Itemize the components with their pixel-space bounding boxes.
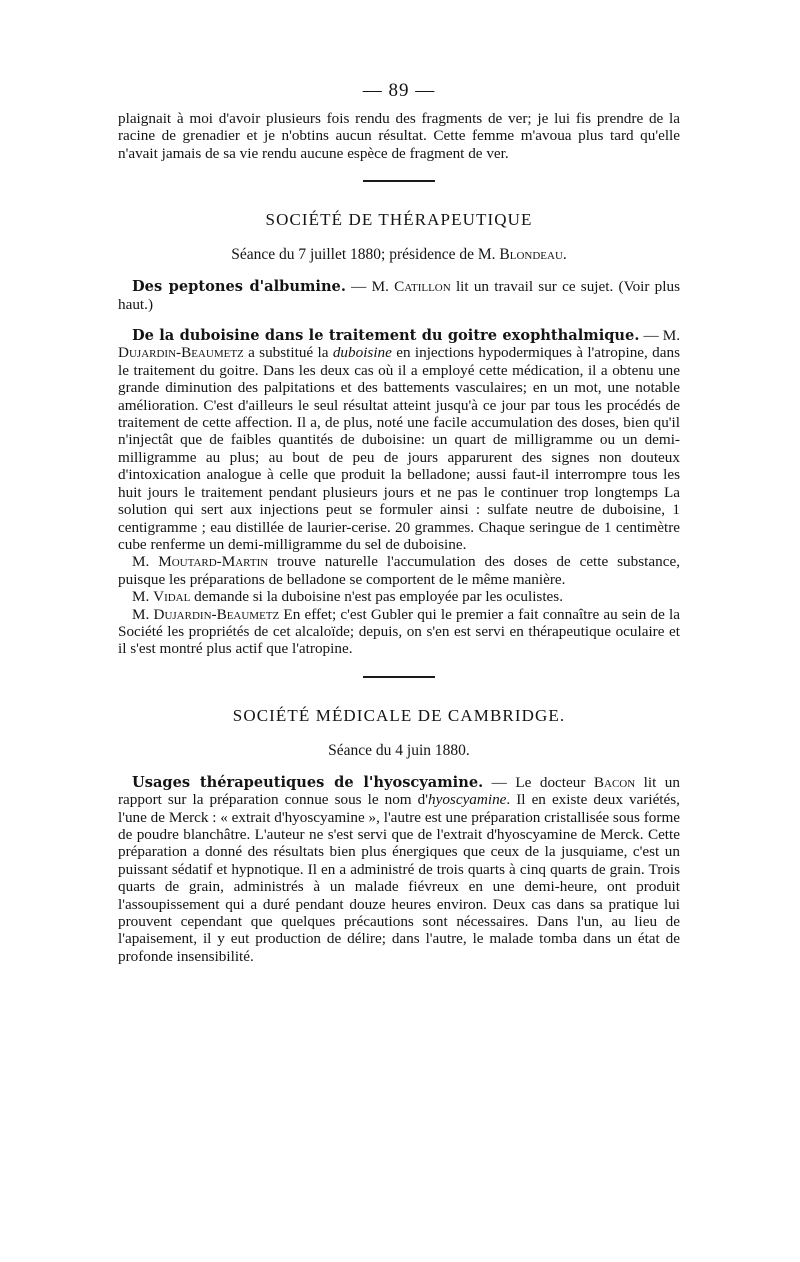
prefix-text: M. (132, 605, 154, 623)
intro-paragraph: plaignait à moi d'avoir plusieurs fois rendu des fragments de ver; je lui fis prendre de la racine de grenadier et je n'obtins aucun résultat. Cette femme m'avoua plus tard qu'elle n'avait jamais de sa vie rendu aucune espèce de fragment de ver. (118, 110, 680, 162)
dash-text: — M. (345, 278, 395, 296)
paragraph-text: lit un rapport sur la préparation connue sous le nom d' (118, 773, 680, 809)
paragraph-text: . Il en existe deux variétés, l'une de Merck : « extrait d'hyoscyamine », l'autre est une préparation cristallisée sous forme de poudre blanchâtre. L'auteur ne s'est servi que de l'extrait d'hyoscyamine de Merck. Cette préparation a donné des résultats bien plus énergiques que ceux de la jusquiame, c'est un puissant sédatif et hypnotique. Il en a administré de trois quarts à cinq quarts de grain. Trois quarts de grain, administrés à un malade fiévreux en une demi-heure, ont produit l'assoupissement qui a duré pendant douze heures environ. Deux cas dans sa pratique lui prouvent cependant que quelques précautions sont nécessaires. Dans l'un, au lieu de l'apaisement, il y eut production de délire; dans l'autre, le malade tomba dans un état de profonde insensibilité. (118, 791, 680, 965)
section-divider (363, 676, 435, 678)
prefix-text: M. (132, 588, 154, 606)
dash-text: — Le docteur (483, 773, 594, 791)
paragraph-text: en injections hypodermiques à l'atropine, dans le traitement du goitre. Dans les deux cas où il a employé cette médication, il a obtenu une grande diminution des palpitations et des battements vasculaires; en un mot, une notable amélioration. C'est d'ailleurs le seul résultat atteint jusqu'à ce jour par tous les procédés de traitement de cette affection. Il a, de plus, noté une facile accumulation des doses, bien qu'il n'injectât que de faibles quantités de duboisine: un quart de milligramme ou un demi-milligramme au plus; au bout de peu de jours apparurent des signes non douteux d'intoxication analogue à celle que produit la belladone; aussi faut-il interrompre tous les huit jours le traitement pendant plusieurs jours et ne pas le continuer trop longtemps La solution qui sert aux injections peut se formuler ainsi : sulfate neutre de duboisine, 1 centigramme ; eau distillée de laurier-cerise. 20 grammes. Chaque seringue de 1 centimètre cube renferme un demi-milligramme du sel de duboisine. (118, 344, 680, 553)
section-title-cambridge: SOCIÉTÉ MÉDICALE DE CAMBRIDGE. (232, 705, 566, 725)
paragraph-peptones (118, 278, 680, 313)
heading-peptones: Des peptones d'albumine. (132, 278, 346, 296)
page-number: — 89 — (362, 80, 436, 101)
speaker-name: Dujardin-Beaumetz (118, 344, 244, 362)
emphasis-duboisine: duboisine (332, 344, 392, 362)
emphasis-hyoscyamine: hyoscyamine (427, 791, 507, 809)
speaker-name: Moutard-Martin (158, 553, 269, 571)
seance-suffix: . (562, 246, 567, 264)
speaker-name: Vidal (153, 588, 191, 606)
dash-text: — M. (639, 327, 680, 345)
paragraph-hyoscyamine (118, 774, 680, 965)
president-name: Blondeau (499, 246, 563, 264)
paragraph-dujardin-reply (118, 606, 680, 658)
speaker-name: Bacon (593, 773, 636, 791)
paragraph-text: a substitué la (243, 344, 333, 362)
seance-line-therapeutique (118, 246, 680, 264)
prefix-text: M. (132, 553, 159, 571)
paragraph-moutard-martin (118, 553, 680, 588)
paragraph-text: En effet; c'est Gubler qui le premier a fait connaître au sein de la Société les propriétés de cet alcaloïde; depuis, on s'en est servi en thérapeutique oculaire et il s'est montré plus actif que l'atropine. (118, 605, 680, 658)
seance-prefix: Séance du 7 juillet 1880; présidence de M. (231, 246, 500, 264)
section-title-therapeutique: SOCIÉTÉ DE THÉRAPEUTIQUE (265, 210, 533, 230)
heading-duboisine: De la duboisine dans le traitement du goitre exophthalmique. (132, 327, 640, 345)
paragraph-vidal (118, 588, 680, 605)
paragraph-text: lit un travail sur ce sujet. (Voir plus haut.) (118, 278, 680, 313)
speaker-name: Catillon (394, 278, 451, 296)
paragraph-duboisine (118, 327, 680, 553)
document-page (118, 80, 680, 965)
section-divider (363, 180, 435, 182)
speaker-name: Dujardin-Beaumetz (153, 605, 280, 623)
paragraph-text: demande si la duboisine n'est pas employée par les oculistes. (190, 588, 563, 606)
paragraph-text: trouve naturelle l'accumulation des doses de cette substance, puisque les préparations de belladone se comportent de le même manière. (118, 553, 680, 588)
heading-hyoscyamine: Usages thérapeutiques de l'hyoscyamine. (132, 773, 484, 791)
seance-line-cambridge: Séance du 4 juin 1880. (328, 741, 470, 759)
